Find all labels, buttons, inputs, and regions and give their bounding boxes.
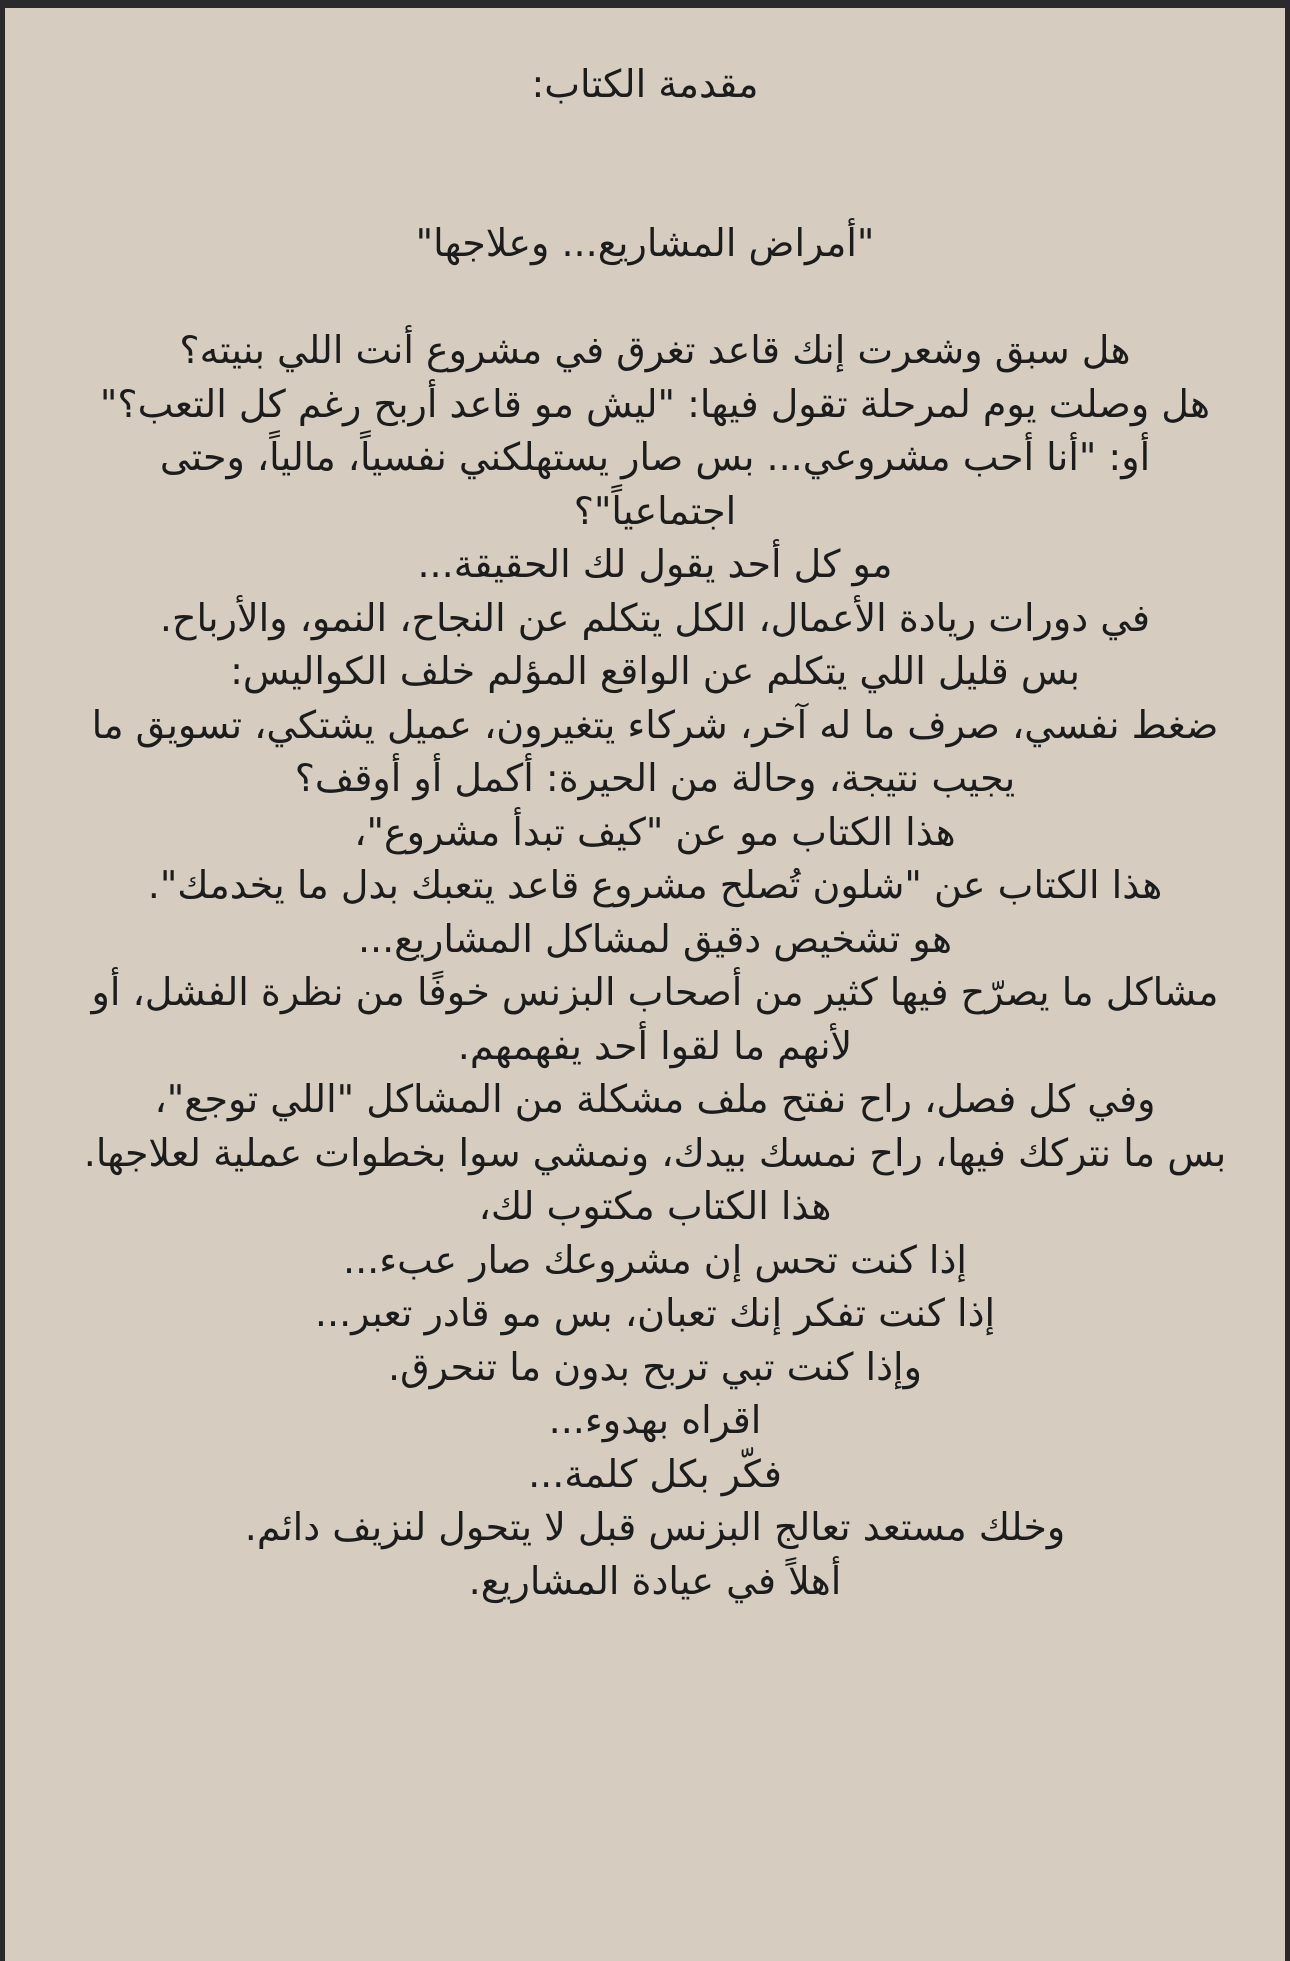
text-line: هل سبق وشعرت إنك قاعد تغرق في مشروع أنت اللي بنيته؟	[179, 328, 1131, 372]
book-subtitle: "أمراض المشاريع... وعلاجها"	[415, 221, 875, 265]
text-line: هو تشخيص دقيق لمشاكل المشاريع...	[357, 916, 953, 961]
text-line: بس قليل اللي يتكلم عن الواقع المؤلم خلف الكواليس:	[230, 649, 1080, 693]
text-line: هذا الكتاب مكتوب لك،	[478, 1184, 832, 1228]
intro-text	[75, 324, 1235, 1608]
document-page	[5, 8, 1285, 1961]
text-line: مشاكل ما يصرّح فيها كثير من أصحاب البزنس خوفًا من نظرة الفشل، أو لأنهم ما لقوا أحد يفهمهم.	[91, 970, 1219, 1068]
text-line: هل وصلت يوم لمرحلة تقول فيها: "ليش مو قاعد أربح رغم كل التعب؟"	[99, 381, 1211, 426]
text-line: إذا كنت تفكر إنك تعبان، بس مو قادر تعبر...	[314, 1291, 996, 1335]
text-line: اقراه بهدوء...	[548, 1398, 762, 1442]
text-line: أهلاً في عيادة المشاريع.	[468, 1558, 842, 1603]
text-line: وإذا كنت تبي تربح بدون ما تنحرق.	[388, 1344, 922, 1389]
text-line: مو كل أحد يقول لك الحقيقة...	[417, 542, 893, 586]
text-line: ضغط نفسي، صرف ما له آخر، شركاء يتغيرون، عميل يشتكي، تسويق ما يجيب نتيجة، وحالة من الحيرة: أكمل أو أوقف؟	[91, 702, 1219, 800]
text-line: هذا الكتاب عن "شلون تُصلح مشروع قاعد يتعبك بدل ما يخدمك".	[147, 863, 1163, 907]
text-line: وفي كل فصل، راح نفتح ملف مشكلة من المشاكل "اللي توجع"،	[154, 1077, 1156, 1121]
text-line: هذا الكتاب مو عن "كيف تبدأ مشروع"،	[354, 809, 956, 854]
text-line: أو: "أنا أحب مشروعي... بس صار يستهلكني نفسياً، مالياً، وحتى اجتماعياً"؟	[159, 435, 1151, 533]
text-line: فكّر بكل كلمة...	[528, 1451, 782, 1496]
page-title: مقدمة الكتاب:	[531, 62, 759, 106]
text-line: بس ما نتركك فيها، راح نمسك بيدك، ونمشي سوا بخطوات عملية لعلاجها.	[83, 1130, 1227, 1175]
text-line: في دورات ريادة الأعمال، الكل يتكلم عن النجاح، النمو، والأرباح.	[159, 595, 1151, 640]
text-line: إذا كنت تحس إن مشروعك صار عبء...	[343, 1237, 967, 1282]
text-line: وخلك مستعد تعالج البزنس قبل لا يتحول لنزيف دائم.	[244, 1505, 1066, 1549]
